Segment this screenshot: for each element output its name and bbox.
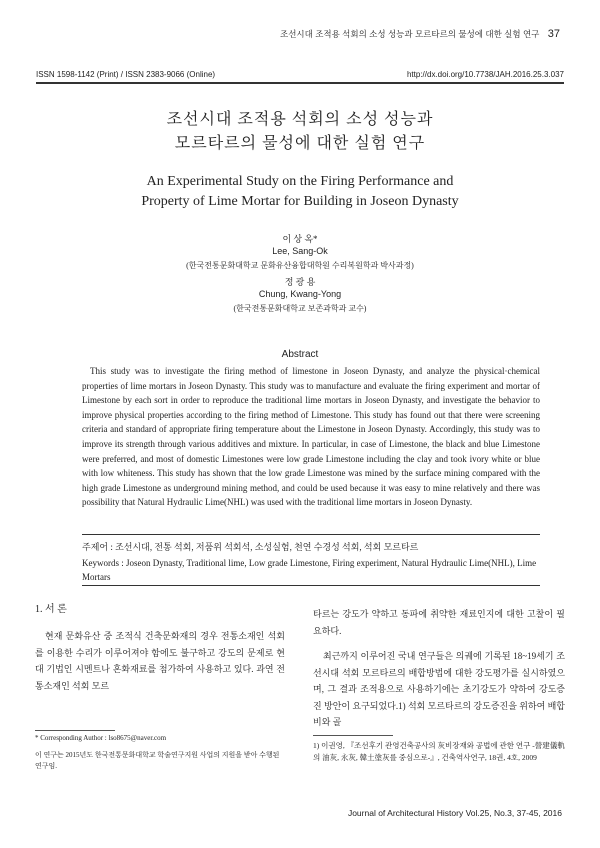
issn-line: ISSN 1598-1142 (Print) / ISSN 2383-9066 (Online) [36,70,216,79]
author-2-name-kr: 정 광 용 [284,277,316,287]
keywords-korean: 주제어 : 조선시대, 전통 석회, 저품위 석회석, 소성실험, 천연 수경성 석회, 석회 모르타르 [82,542,419,552]
english-title-line-2: Property of Lime Mortar for Building in Joseon Dynasty [141,194,459,209]
abstract-heading: Abstract [281,349,319,360]
section-heading: 1. 서 론 [35,604,67,615]
left-column-text: 현재 문화유산 중 조적식 건축문화재의 경우 전통소재인 석회를 이용한 수리가 이루어져야 함에도 불구하고 강도의 문제로 현대 기법인 시멘트나 혼화재료를 첨가하여 사용하고 있다. 과연 전통소재인 석회 모르 [35,631,285,691]
abstract-rule [82,534,540,535]
author-2-name-en: Chung, Kwang-Yong [258,289,342,299]
korean-title-line-2: 모르타르의 물성에 대한 실험 연구 [174,135,426,152]
abstract-body: This study was to investigate the firing method of limestone in Joseon Dynasty, and analyze the physical·chemical properties of lime mortars in Joseon Dynasty. This study was to manufacture and evaluate the firing experiment and mortar of Limestone by each sort in order to reproduce the traditional lime mortars in Joseon Dynasty, and investigate the behavior to improve physical properties according to the firing method of Limestone. This study has found out that there were screening criteria and standard of appropriate firing temperature about the Limestone in Joseon Dynasty. Accordingly, this study was to improve its strength through various additives and mixture. In particular, in case of Limestone, the black and blue Limestone were preferred, and most of domestic Limestones were low grade Limestone including the clay and took ivory white or blue with low whiteness. This study has shown that the low grade Limestone was mined by the surface mining compared with the high grade Limestone as underground mining method, and could be used because it was easy to mine relatively and there was possibility that Natural Hydraulic Lime(NHL) was used with the traditional lime mortars in Joseon Dynasty. [82,366,540,508]
korean-title-line-1: 조선시대 조적용 석회의 소성 성능과 [166,111,434,128]
author-2-affiliation: (한국전통문화대학교 보존과학과 교수) [233,304,367,313]
right-paragraph-1: 타르는 강도가 약하고 동파에 취약한 재료인지에 대한 고찰이 필요하다. [313,609,565,636]
footnote-rule-right [313,735,393,736]
author-1-name-en: Lee, Sang-Ok [272,246,328,256]
right-column [313,606,565,731]
running-header [40,28,560,40]
journal-footer: Journal of Architectural History Vol.25, No.3, 37-45, 2016 [347,808,562,818]
page-number: 37 [547,28,560,40]
footnote-rule-left [35,730,115,731]
korean-title [40,108,560,156]
funding-note: 이 연구는 2015년도 한국전통문화대학교 학술연구지원 사업의 지원을 받아 수행된 연구임. [35,751,280,770]
author-1-affiliation: (한국전통문화대학교 문화유산융합대학원 수리복원학과 박사과정) [186,261,414,270]
right-paragraph-2: 최근까지 이루어진 국내 연구들은 의궤에 기록된 18~19세기 조선시대 석회 모르타르의 배합방법에 대한 강도평가를 실시하였으며, 그 결과 조적용으로 사용하기에는 초기강도가 약하여 강도증진 방안이 요구되었다.1) 석회 모르타르의 강도증진을 위하여 배합비와 골 [313,651,565,727]
keywords-rule [82,585,540,586]
doi-link[interactable]: http://dx.doi.org/10.7738/JAH.2016.25.3.037 [406,70,564,79]
corresponding-author-note: * Corresponding Author : lso8675@naver.com [35,734,167,742]
english-title [40,172,560,212]
footnote-1: 1) 이권영, 『조선후기 관영건축공사의 灰비장재와 공법에 관한 연구 -營建儀軌의 油灰, 永灰, 韓土塗灰를 중심으로-』, 건축역사연구, 18권, 4호, 2009 [313,741,565,762]
header-rule [36,82,564,84]
english-title-line-1: An Experimental Study on the Firing Performance and [146,174,454,189]
keywords-english: Keywords : Joseon Dynasty, Traditional lime, Low grade Limestone, Firing experiment, Natural Hydraulic Lime(NHL), Lime Mortars [82,558,537,582]
running-title: 조선시대 조적용 석회의 소성 성능과 모르타르의 물성에 대한 실험 연구 [279,29,540,39]
author-1-name-kr: 이 상 옥* [282,234,318,244]
